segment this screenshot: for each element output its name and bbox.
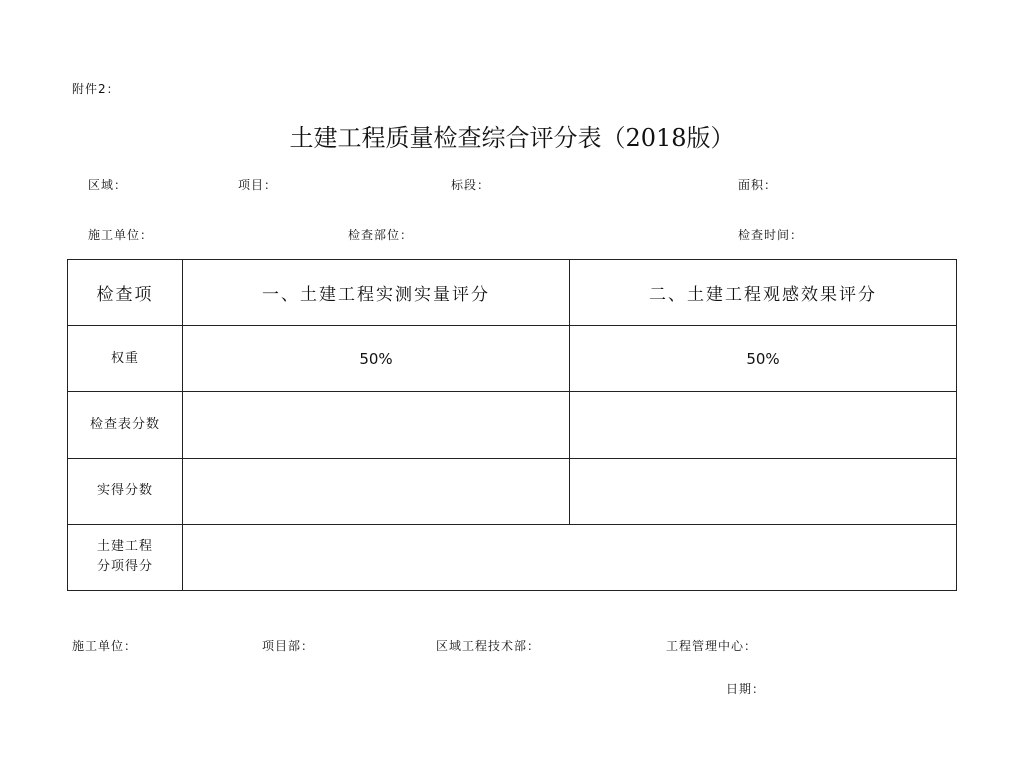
header-part1: 一、土建工程实测实量评分 <box>183 260 570 326</box>
contractor-label: 施工单位： <box>88 228 154 242</box>
section-label: 标段： <box>451 178 491 192</box>
total-value-cell[interactable] <box>183 524 957 590</box>
sign-eng-center-label: 工程管理中心： <box>666 639 758 653</box>
weight-part2-cell: 50% <box>570 326 957 392</box>
page-title: 土建工程质量检查综合评分表（2018版） <box>289 124 735 152</box>
actual-score-part1-cell[interactable] <box>183 458 570 524</box>
total-label <box>68 524 183 590</box>
table-row-actual-score <box>68 458 957 524</box>
attachment-label: 附件2： <box>72 82 120 96</box>
actual-score-label: 实得分数 <box>68 458 183 524</box>
total-label-line1: 土建工程 <box>96 539 153 555</box>
inspect-time-label: 检查时间： <box>738 228 804 242</box>
table-row-total <box>68 524 957 590</box>
weight-part1-cell: 50% <box>183 326 570 392</box>
table-header-row <box>68 260 957 326</box>
header-check-item: 检查项 <box>68 260 183 326</box>
sheet-score-part1-cell[interactable] <box>183 392 570 458</box>
area-label: 面积： <box>738 178 778 192</box>
project-label: 项目： <box>238 178 278 192</box>
header-part2: 二、土建工程观感效果评分 <box>570 260 957 326</box>
inspect-part-label: 检查部位： <box>348 228 414 242</box>
table-row-weight <box>68 326 957 392</box>
weight-label: 权重 <box>68 326 183 392</box>
sign-date-label: 日期： <box>726 682 766 696</box>
sheet-score-label: 检查表分数 <box>68 392 183 458</box>
sign-region-tech-label: 区域工程技术部： <box>436 639 541 653</box>
region-label: 区域： <box>88 178 128 192</box>
score-table <box>67 259 957 591</box>
sign-contractor-label: 施工单位： <box>72 639 138 653</box>
sheet-score-part2-cell[interactable] <box>570 392 957 458</box>
table-row-sheet-score <box>68 392 957 458</box>
actual-score-part2-cell[interactable] <box>570 458 957 524</box>
total-label-line2: 分项得分 <box>96 559 153 575</box>
sign-project-dept-label: 项目部： <box>262 639 315 653</box>
